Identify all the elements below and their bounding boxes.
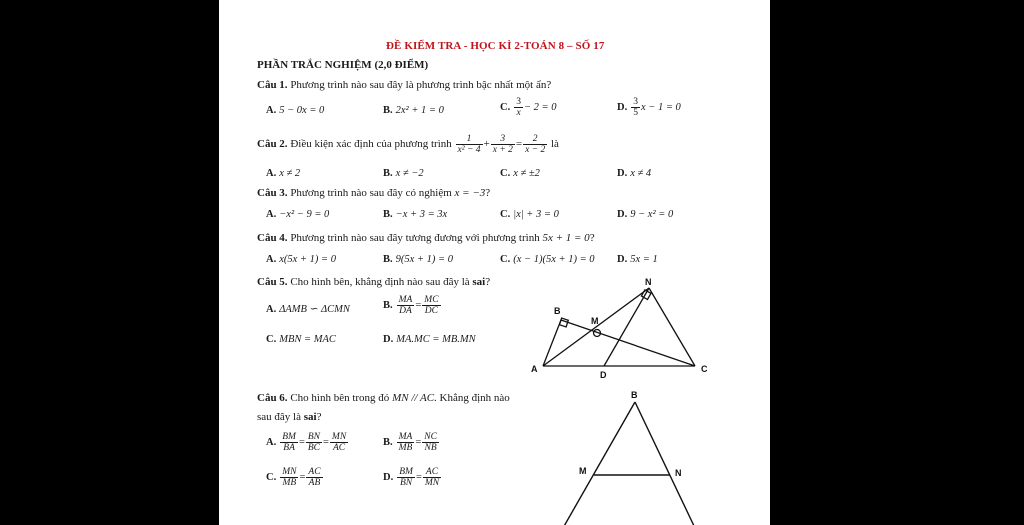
q4-option-d: D. 5x = 1 [617, 254, 658, 265]
q5-option-d: D. MA.MC = MB.MN [383, 334, 476, 345]
q5-option-c: C. MBN = MAC [266, 334, 336, 345]
q6-option-c: C. $\frac{MN}{MB}$ = $\frac{AC}{AB}$ [266, 467, 321, 488]
question-1 [257, 79, 551, 91]
question-1-text: Phương trình nào sau đây là phương trình bậc nhất một ẩn? [290, 79, 552, 91]
label-b: B [554, 306, 561, 316]
q2-option-b: B. x ≠ −2 [383, 168, 424, 179]
figure-triangle-anc [529, 278, 719, 380]
label-a: A [531, 364, 538, 374]
label-c: C [701, 364, 708, 374]
q5-option-b: B. $\frac{MA}{DA}$ = $\frac{MC}{DC}$ [383, 295, 439, 316]
wrong-keyword: sai [472, 276, 486, 288]
label-n-fig2: N [675, 468, 682, 478]
q4-option-b: B. 9(5x + 1) = 0 [383, 254, 453, 265]
label-n: N [645, 278, 652, 287]
q1-option-a: A. 5 − 0x = 0 [266, 105, 325, 116]
question-2: Câu 2. Điều kiện xác định của phương trình $\frac{1}{\text{x² − 4}}$ + $\frac{3}{x + 2}$ = $\frac{2}{x - 2}$ là [257, 134, 559, 155]
figure-triangle-bac [549, 388, 719, 525]
question-6: Câu 6. Cho hình bên trong đó MN // AC. Khẳng định nào [257, 392, 510, 404]
q2-option-d: D. x ≠ 4 [617, 168, 652, 179]
section-heading: PHẦN TRẮC NGHIỆM (2,0 ĐIỂM) [257, 59, 429, 71]
document-page [219, 0, 770, 525]
q3-option-c: C. |x| + 3 = 0 [500, 209, 559, 220]
question-6-line-2: sau đây là sai? [257, 411, 322, 423]
q1-option-c: C. $\frac{3}{x}$ − 2 = 0 [500, 97, 557, 118]
q3-option-b: B. −x + 3 = 3x [383, 209, 448, 220]
q2-option-a: A. x ≠ 2 [266, 168, 301, 179]
label-b-fig2: B [631, 390, 638, 400]
q3-option-a: A. −x² − 9 = 0 [266, 209, 330, 220]
label-m: M [591, 316, 599, 326]
question-3: Câu 3. Phương trình nào sau đây có nghiệm x = −3? [257, 187, 491, 199]
document-title: ĐỀ KIỂM TRA - HỌC KÌ 2-TOÁN 8 – SỐ 17 [386, 40, 605, 52]
q6-option-b: B. $\frac{MA}{MB}$ = $\frac{NC}{NB}$ [383, 432, 437, 453]
q4-option-a: A. x(5x + 1) = 0 [266, 254, 336, 265]
question-4: Câu 4. Phương trình nào sau đây tương đương với phương trình 5x + 1 = 0? [257, 232, 595, 244]
question-2-text: Điều kiện xác định của phương trình [290, 138, 452, 151]
q6-option-a: A. $\frac{BM}{BA}$ = $\frac{BN}{BC}$ = $\frac{MN}{AC}$ [266, 432, 347, 453]
q5-option-a: A. ΔAMB ∽ ΔCMN [266, 304, 350, 315]
q1-option-d: D. $\frac{3}{5}$ x − 1 = 0 [617, 97, 681, 118]
q3-option-d: D. 9 − x² = 0 [617, 209, 674, 220]
question-1-label: Câu 1. [257, 79, 288, 91]
label-m-fig2: M [579, 466, 587, 476]
q4-option-c: C. (x − 1)(5x + 1) = 0 [500, 254, 595, 265]
q1-option-b: B. 2x² + 1 = 0 [383, 105, 444, 116]
q2-option-c: C. x ≠ ±2 [500, 168, 540, 179]
q6-option-d: D. $\frac{BM}{BN}$ = $\frac{AC}{MN}$ [383, 467, 440, 488]
question-5: Câu 5. Cho hình bên, khẳng định nào sau đây là sai? [257, 276, 491, 288]
question-2-label: Câu 2. [257, 138, 288, 151]
label-d: D [600, 370, 607, 380]
